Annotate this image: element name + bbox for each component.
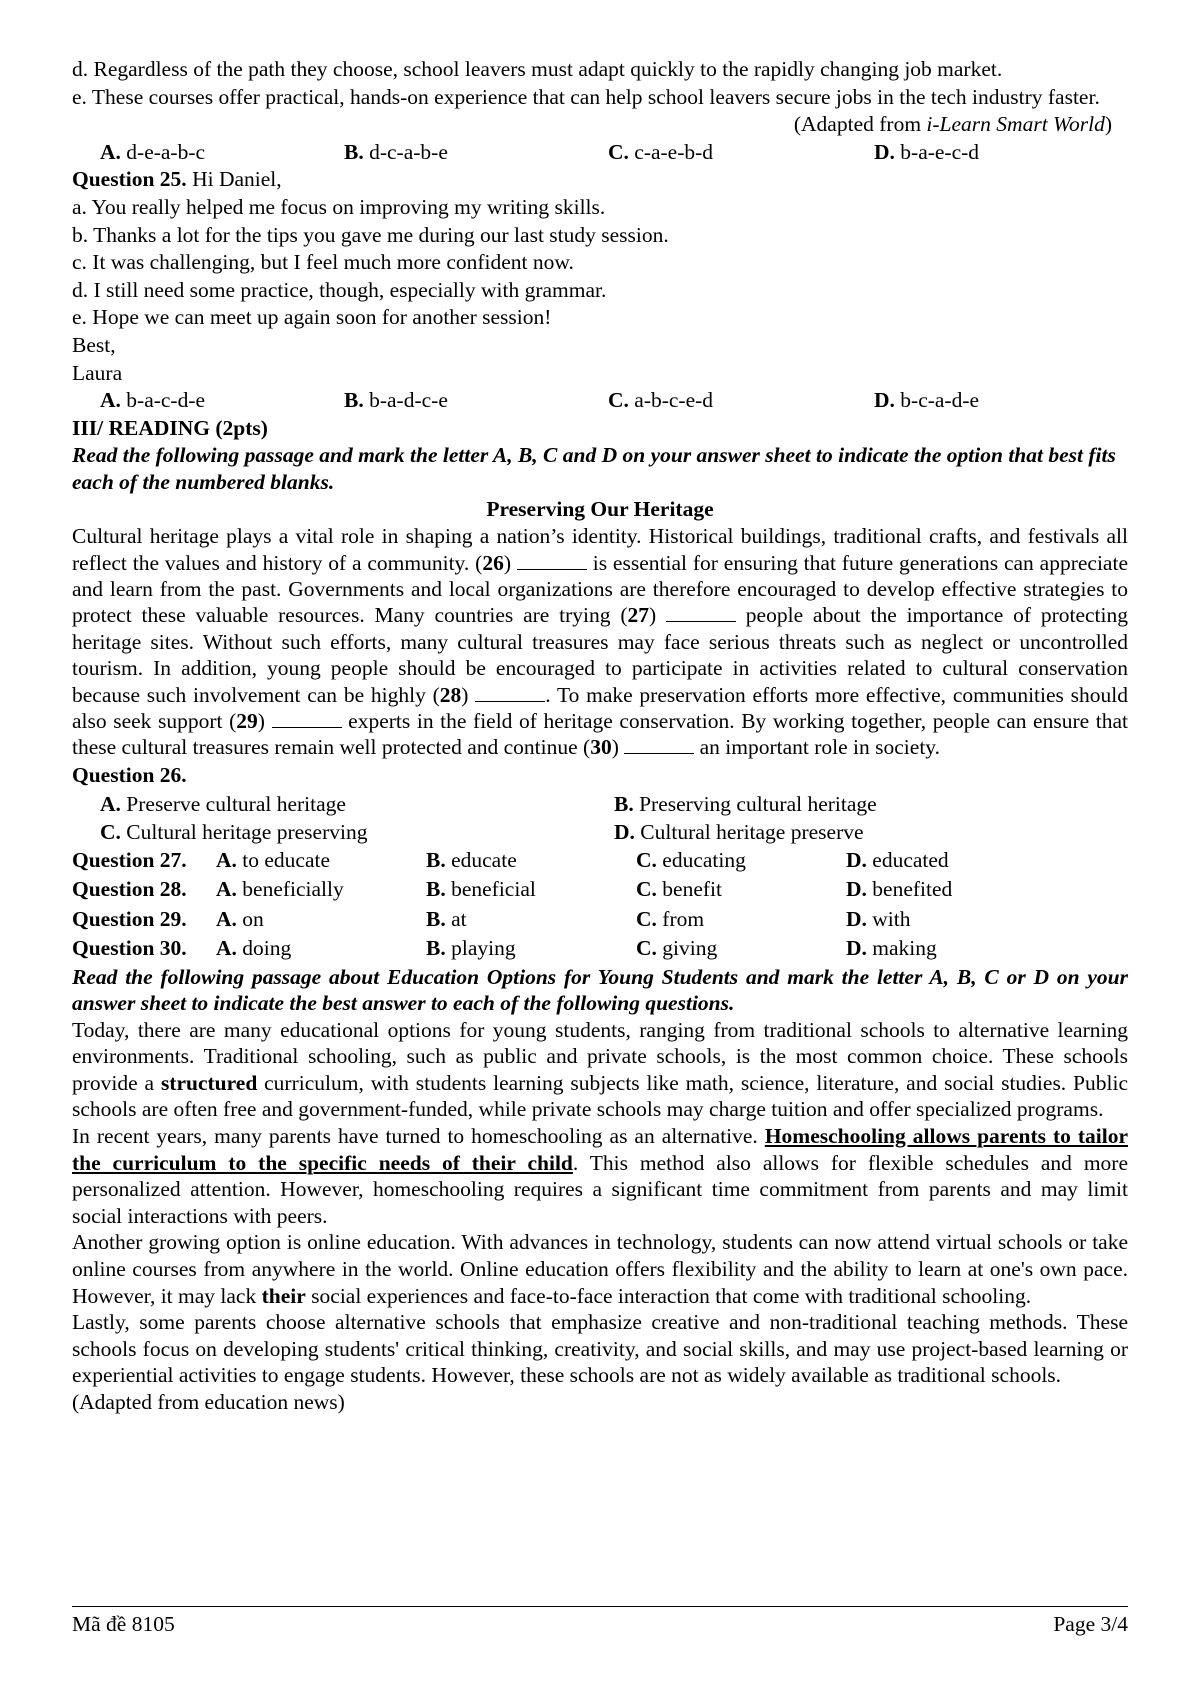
q25-heading: Question 25. Hi Daniel, bbox=[72, 167, 282, 192]
option-b[interactable]: B. playing bbox=[426, 936, 516, 961]
q24-line-d: d. Regardless of the path they choose, school leavers must adapt quickly to the rapidly changing job market. bbox=[72, 57, 1003, 81]
exam-page bbox=[72, 56, 1128, 1416]
q24-source: (Adapted from i-Learn Smart World) bbox=[793, 112, 1112, 137]
option-d[interactable]: D. benefited bbox=[846, 877, 953, 902]
section-title: III/ READING (2pts) bbox=[72, 415, 268, 440]
q24-line-e: e. These courses offer practical, hands-on experience that can help school leavers secure jobs in the tech industry faster. bbox=[72, 84, 1100, 109]
q25-line-a: a. You really helped me focus on improving my writing skills. bbox=[72, 194, 606, 219]
question-row bbox=[72, 875, 1128, 905]
q24-option-d[interactable]: D. b-a-e-c-d bbox=[874, 139, 980, 164]
q25-signature: Laura bbox=[72, 360, 123, 385]
q26-option-d[interactable]: D. Cultural heritage preserve bbox=[614, 819, 864, 844]
option-b[interactable]: B. at bbox=[426, 906, 467, 931]
q24-option-a[interactable]: A. d-e-a-b-c bbox=[100, 139, 206, 164]
passage-2-paragraph-3: Another growing option is online education. With advances in technology, students can now attend virtual schools or take online courses from anywhere in the world. Online education offers flexibility and the ability to learn at one's own pace. However, it may lack their social experiences and face-to-face interaction that come with traditional schooling. bbox=[72, 1230, 1128, 1308]
passage-2-paragraph-4: Lastly, some parents choose alternative schools that emphasize creative and non-traditional teaching methods. These schools focus on developing students' critical thinking, creativity, and social skills, and may use project-based learning or experiential activities to engage students. However, these schools are not as widely available as traditional schools. bbox=[72, 1310, 1128, 1388]
blank-29[interactable] bbox=[272, 709, 342, 728]
blank-26[interactable] bbox=[517, 551, 587, 570]
option-a[interactable]: A. to educate bbox=[216, 847, 331, 872]
q24-option-c[interactable]: C. c-a-e-b-d bbox=[608, 139, 714, 164]
option-c[interactable]: C. educating bbox=[636, 847, 746, 872]
underlined-sentence: Homeschooling allows parents to tailor the curriculum to the specific needs of their child bbox=[72, 1123, 1129, 1175]
option-d[interactable]: D. with bbox=[846, 906, 911, 931]
q26-options-row-1 bbox=[72, 790, 1128, 818]
q24-option-b[interactable]: B. d-c-a-b-e bbox=[344, 139, 448, 164]
passage-2-paragraph-2: In recent years, many parents have turned to homeschooling as an alternative. Homeschooling allows parents to tailor the curriculum to the specific needs of their child. This method also allows for flexible schedules and more personalized attention. However, homeschooling requires a significant time commitment from parents and may limit social interactions with peers. bbox=[72, 1123, 1129, 1228]
option-a[interactable]: A. doing bbox=[216, 936, 292, 961]
passage-1: Cultural heritage plays a vital role in shaping a nation’s identity. Historical buildings, traditional crafts, and festivals all reflect the values and history of a community. (26) is essential for ensuring that future generations can appreciate and learn from the past. Governments and local organizations are therefore encouraged to develop effective strategies to protect these valuable resources. Many countries are trying (27) people about the importance of protecting heritage sites. Without such efforts, many cultural treasures may face serious threats such as neglect or uncontrolled tourism. In addition, young people should be encouraged to participate in activities related to cultural conservation because such involvement can be highly (28) . To make preservation efforts more effective, communities should also seek support (29) experts in the field of heritage conservation. By working together, people can ensure that these cultural treasures remain well protected and continue (30) an important role in society. bbox=[72, 524, 1128, 760]
q25-line-e: e. Hope we can meet up again soon for another session! bbox=[72, 305, 552, 330]
q25-options bbox=[72, 387, 1128, 415]
q24-options bbox=[72, 139, 1128, 167]
question-row bbox=[72, 934, 1128, 964]
q26-option-b[interactable]: B. Preserving cultural heritage bbox=[614, 791, 877, 816]
q25-option-b[interactable]: B. b-a-d-c-e bbox=[344, 388, 448, 413]
blank-28[interactable] bbox=[475, 683, 545, 702]
question-label: Question 30. bbox=[72, 936, 187, 961]
blank-30[interactable] bbox=[624, 735, 694, 754]
option-d[interactable]: D. making bbox=[846, 936, 937, 961]
q25-option-a[interactable]: A. b-a-c-d-e bbox=[100, 388, 206, 413]
question-label: Question 27. bbox=[72, 847, 187, 872]
q25-closing: Best, bbox=[72, 332, 116, 357]
q25-line-b: b. Thanks a lot for the tips you gave me during our last study session. bbox=[72, 222, 669, 247]
reading-instruction-2: Read the following passage about Education Options for Young Students and mark the letter A, B, C or D on your answer sheet to indicate the best answer to each of the following questions. bbox=[72, 964, 1128, 1016]
option-c[interactable]: C. giving bbox=[636, 936, 718, 961]
q26-option-a[interactable]: A. Preserve cultural heritage bbox=[100, 791, 346, 816]
passage-2-paragraph-1: Today, there are many educational options for young students, ranging from traditional schools to alternative learning environments. Traditional schooling, such as public and private schools, is the most common choice. These schools provide a structured curriculum, with students learning subjects like math, science, literature, and social studies. Public schools are often free and government-funded, while private schools may charge tuition and offer specialized programs. bbox=[72, 1017, 1128, 1122]
question-row bbox=[72, 846, 1128, 876]
q26-option-c[interactable]: C. Cultural heritage preserving bbox=[100, 819, 368, 844]
q25-option-d[interactable]: D. b-c-a-d-e bbox=[874, 388, 980, 413]
page-number: Page 3/4 bbox=[1053, 1612, 1128, 1636]
question-row bbox=[72, 905, 1128, 935]
option-a[interactable]: A. on bbox=[216, 906, 264, 931]
q26-label: Question 26. bbox=[72, 762, 187, 787]
option-a[interactable]: A. beneficially bbox=[216, 877, 344, 902]
passage-title: Preserving Our Heritage bbox=[486, 497, 714, 522]
option-b[interactable]: B. beneficial bbox=[426, 877, 536, 902]
question-label: Question 29. bbox=[72, 906, 187, 931]
option-d[interactable]: D. educated bbox=[846, 847, 949, 872]
question-label: Question 28. bbox=[72, 877, 187, 902]
exam-code: Mã đề 8105 bbox=[72, 1612, 175, 1636]
option-c[interactable]: C. benefit bbox=[636, 877, 722, 902]
option-c[interactable]: C. from bbox=[636, 906, 705, 931]
option-b[interactable]: B. educate bbox=[426, 847, 517, 872]
q25-line-c: c. It was challenging, but I feel much more confident now. bbox=[72, 250, 574, 275]
q25-line-d: d. I still need some practice, though, especially with grammar. bbox=[72, 277, 607, 302]
page-footer bbox=[72, 1606, 1128, 1639]
q25-option-c[interactable]: C. a-b-c-e-d bbox=[608, 388, 714, 413]
passage-2-source: (Adapted from education news) bbox=[72, 1389, 345, 1414]
q26-options-row-2 bbox=[72, 818, 1128, 846]
blank-27[interactable] bbox=[666, 603, 736, 622]
reading-instruction-1: Read the following passage and mark the letter A, B, C and D on your answer sheet to indicate the option that best fits each of the numbered blanks. bbox=[72, 443, 1116, 494]
